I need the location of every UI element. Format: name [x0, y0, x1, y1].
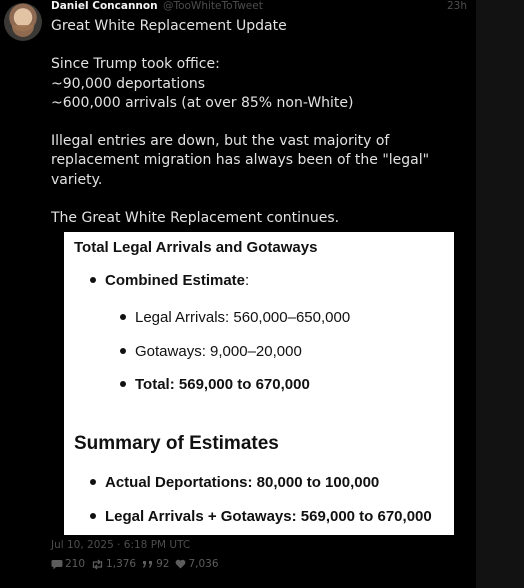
bullet-icon: [90, 513, 96, 519]
post-line: The Great White Replacement continues.: [51, 209, 340, 226]
summary-heading: Summary of Estimates: [74, 433, 279, 454]
post-line: ~600,000 arrivals (at over 85% non-White): [51, 94, 354, 111]
combined-estimate-item: [90, 272, 249, 290]
reply-count: 210: [65, 558, 86, 570]
post-line: Illegal entries are down, but the vast majority of: [51, 133, 390, 150]
quote-count: 92: [156, 558, 170, 570]
repost-icon: [91, 559, 104, 570]
author-name[interactable]: Daniel Concannon: [51, 0, 158, 12]
post-body: [51, 17, 471, 228]
repost-stat[interactable]: [91, 558, 136, 570]
post-line: Since Trump took office:: [51, 56, 220, 73]
bullet-icon: [90, 277, 96, 283]
post-line: variety.: [51, 171, 103, 188]
arrivals-gotaways-item: [90, 508, 432, 526]
post-line: [51, 113, 471, 132]
reply-icon: [51, 559, 63, 570]
card-heading: Total Legal Arrivals and Gotaways: [74, 239, 318, 256]
repost-count: 1,376: [106, 558, 137, 570]
bullet-icon: [120, 314, 126, 320]
like-icon: [175, 559, 186, 569]
quote-stat[interactable]: [142, 558, 169, 570]
post-time[interactable]: 23h: [447, 0, 468, 12]
avatar[interactable]: [4, 3, 42, 41]
post-date[interactable]: Jul 10, 2025 · 6:18 PM UTC: [51, 539, 191, 551]
total-item: [120, 376, 310, 394]
legal-arrivals-item: [120, 309, 350, 327]
author-handle[interactable]: @TooWhiteToTweet: [162, 0, 263, 12]
quote-icon: [142, 559, 154, 569]
combined-colon: :: [245, 272, 250, 289]
embedded-image[interactable]: [64, 232, 454, 535]
bullet-icon: [90, 479, 96, 485]
post-line: replacement migration has always been of the "legal": [51, 152, 430, 169]
legal-arrivals-text: Legal Arrivals: 560,000–650,000: [135, 309, 351, 326]
arrivals-gotaways-value: : 569,000 to 670,000: [291, 508, 432, 525]
deportations-item: [90, 474, 379, 492]
post-stats: [51, 558, 219, 570]
combined-label: Combined Estimate: [105, 272, 246, 289]
deportations-value: : 80,000 to 100,000: [247, 474, 380, 491]
total-text: Total: 569,000 to 670,000: [135, 376, 310, 393]
bullet-icon: [120, 381, 126, 387]
deportations-label: Actual Deportations: [105, 474, 248, 491]
post-header: [51, 0, 263, 12]
gotaways-text: Gotaways: 9,000–20,000: [135, 343, 302, 360]
post-line: ~90,000 deportations: [51, 75, 206, 92]
right-gutter: [476, 0, 524, 588]
post-line: [51, 190, 471, 209]
arrivals-gotaways-label: Legal Arrivals + Gotaways: [105, 508, 292, 525]
post-line: Great White Replacement Update: [51, 18, 287, 34]
like-count: 7,036: [188, 558, 219, 570]
bullet-icon: [120, 348, 126, 354]
gotaways-item: [120, 343, 302, 361]
like-stat[interactable]: [175, 558, 218, 570]
reply-stat[interactable]: [51, 558, 85, 570]
post-line: [51, 36, 471, 55]
